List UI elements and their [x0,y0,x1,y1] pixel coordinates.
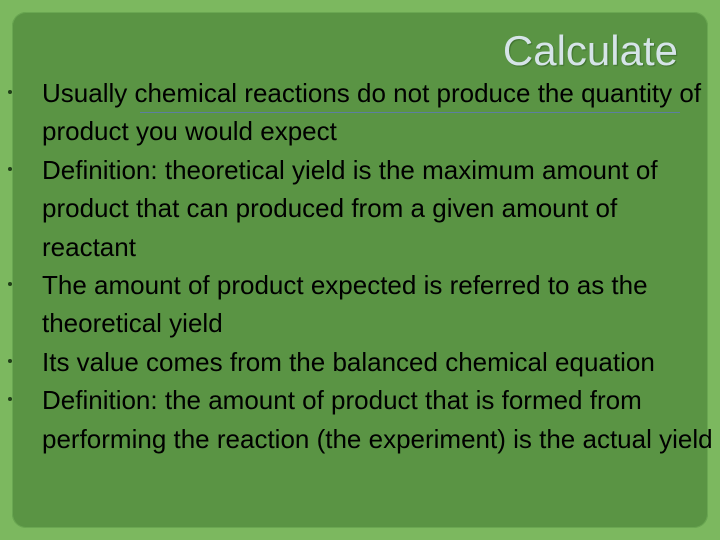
bullet-dot-icon [8,359,12,363]
bullet-dot-icon [8,90,12,94]
slide-title: Calculate [502,27,678,74]
bullet-list [0,74,715,458]
bullet-dot-icon [8,397,12,401]
bullet-item [0,266,715,343]
bullet-text: Usually chemical reactions do not produce the quantity of product you would expect [42,78,702,147]
bullet-item [0,151,715,266]
bullet-item [0,343,715,381]
bullet-text: Definition: the amount of product that is formed from performing the reaction (the experiment) is the actual yield [42,385,713,454]
bullet-dot-icon [8,167,12,171]
bullet-text: Its value comes from the balanced chemical equation [42,346,655,377]
bullet-text: Definition: theoretical yield is the maximum amount of product that can produced from a given amount of reactant [42,154,658,262]
bullet-item [0,381,715,458]
bullet-dot-icon [8,282,12,286]
bullet-item [0,74,715,151]
bullet-text: The amount of product expected is referred to as the theoretical yield [42,270,648,339]
